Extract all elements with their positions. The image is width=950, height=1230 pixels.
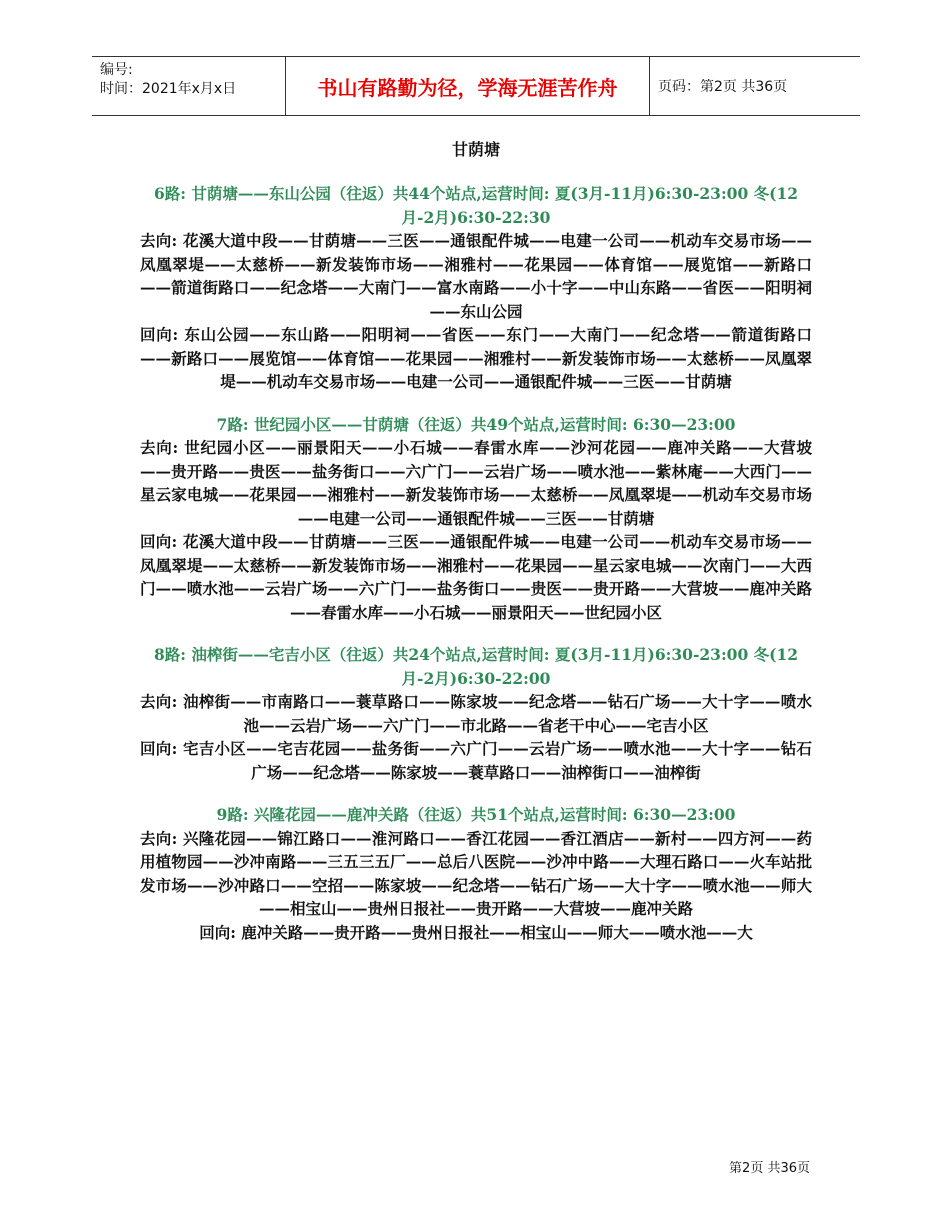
header-motto: 书山有路勤为径，学海无涯苦作舟 — [285, 57, 650, 115]
route-return: 回向: 宅吉小区——宅吉花园——盐务街——六广门——云岩广场——喷水池——大十字——钻石广场——纪念塔——陈家坡——蓑草路口——油榨街口——油榨街 — [140, 739, 812, 782]
time-label: 时间：2021年x月x日 — [100, 81, 237, 97]
route-outbound: 去向: 油榨街——市南路口——蓑草路口——陈家坡——纪念塔——钻石广场——大十字——喷水池——云岩广场——六广门——市北路——省老干中心——宅吉小区 — [140, 692, 812, 735]
route-block — [140, 803, 812, 944]
code-label: 编号: — [100, 62, 133, 78]
route-outbound: 去向: 花溪大道中段——甘荫塘——三医——通银配件城——电建一公司——机动车交易市场——凤凰翠堤——太慈桥——新发装饰市场——湘雅村——花果园——体育馆——展览馆——新路口——箭道街路口——纪念塔——大南门——富水南路——小十字——中山东路——省医——阳明祠——东山公园 — [140, 231, 812, 321]
header-page-info: 页码：第2页 共36页 — [658, 79, 788, 95]
route-block — [140, 182, 812, 394]
route-block — [140, 643, 812, 784]
route-block — [140, 413, 812, 625]
route-return: 回向: 鹿冲关路——贵开路——贵州日报社——相宝山——师大——喷水池——大 — [199, 922, 753, 942]
route-title: 7路: 世纪园小区——甘荫塘（往返）共49个站点,运营时间: 6:30—23:00 — [216, 414, 736, 434]
header-meta — [92, 57, 285, 115]
route-title: 8路: 油榨街——宅吉小区（往返）共24个站点,运营时间: 夏(3月-11月)6:30-23:00 冬(12月-2月)6:30-22:00 — [153, 645, 799, 688]
section-title: 甘荫塘 — [451, 140, 500, 159]
route-title: 9路: 兴隆花园——鹿冲关路（往返）共51个站点,运营时间: 6:30—23:00 — [216, 805, 736, 824]
route-title: 6路: 甘荫塘——东山公园（往返）共44个站点,运营时间: 夏(3月-11月)6:30-23:00 冬(12月-2月)6:30-22:30 — [153, 184, 799, 227]
page-header — [92, 56, 860, 116]
route-return: 回向: 东山公园——东山路——阳明祠——省医——东门——大南门——纪念塔——箭道街路口——新路口——展览馆——体育馆——花果园——湘雅村——新发装饰市场——太慈桥——凤凰翠堤——机动车交易市场——电建一公司——通银配件城——三医——甘荫塘 — [140, 325, 812, 391]
route-outbound: 去向: 世纪园小区——丽景阳天——小石城——春雷水库——沙河花园——鹿冲关路——大营坡——贵开路——贵医——盐务街口——六广门——云岩广场——喷水池——紫林庵——大西门——星云家电城——花果园——湘雅村——新发装饰市场——太慈桥——凤凰翠堤——机动车交易市场——电建一公司——通银配件城——三医——甘荫塘 — [140, 438, 812, 528]
document-body — [140, 138, 812, 963]
route-outbound: 去向: 兴隆花园——锦江路口——淮河路口——香江花园——香江酒店——新村——四方河——药用植物园——沙冲南路——三五三五厂——总后八医院——沙冲中路——大理石路口——火车站批发市场——沙冲路口——空招——陈家坡——纪念塔——钻石广场——大十字——喷水池——师大——相宝山——贵州日报社——贵开路——大营坡——鹿冲关路 — [140, 828, 812, 918]
route-return: 回向: 花溪大道中段——甘荫塘——三医——通银配件城——电建一公司——机动车交易市场——凤凰翠堤——太慈桥——新发装饰市场——湘雅村——花果园——星云家电城——次南门——大西门——喷水池——云岩广场——六广门——盐务街口——贵医——贵开路——大营坡——鹿冲关路——春雷水库——小石城——丽景阳天——世纪园小区 — [140, 532, 812, 622]
page-footer: 第2页 共36页 — [729, 1161, 810, 1176]
